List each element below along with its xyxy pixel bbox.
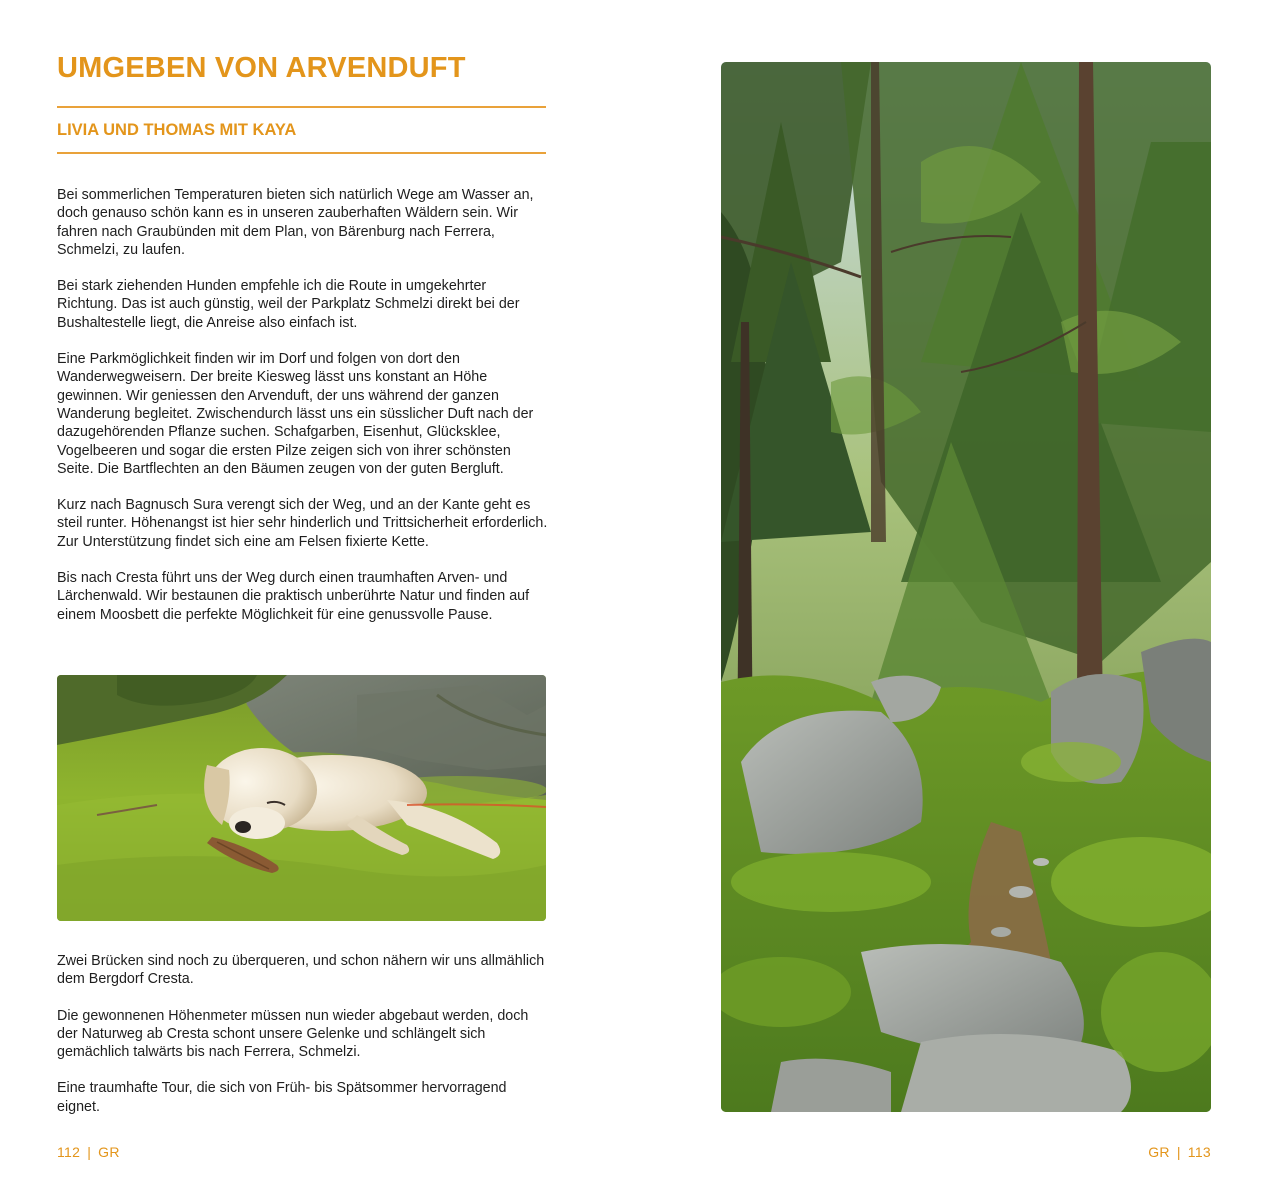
folio-separator: | (87, 1144, 92, 1160)
paragraph: Eine traumhafte Tour, die sich von Früh- bis Spätsommer hervorragend eignet. (57, 1080, 507, 1115)
paragraph: Zwei Brücken sind noch zu überqueren, und schon nähern wir uns allmählich dem Bergdorf Cresta. (57, 953, 545, 988)
paragraph: Bei sommerlichen Temperaturen bieten sich natürlich Wege am Wasser an, doch genauso schön kann es in unseren zauberhaften Wäldern sein. Wir fahren nach Graubünden mit dem Plan, von Bärenburg nach Ferrera, Schmelzi, zu laufen. (57, 187, 534, 258)
section-code: GR (1148, 1144, 1170, 1160)
paragraph: Die gewonnenen Höhenmeter müssen nun wieder abgebaut werden, doch der Naturweg ab Cresta schont unsere Gelenke und schlängelt sich gemächlich talwärts bis nach Ferrera, Schmelzi. (57, 1007, 529, 1061)
paragraph: Eine Parkmöglichkeit finden wir im Dorf und folgen von dort den Wanderwegweisern. Der breite Kiesweg lässt uns konstant an Höhe gewinnen. Wir geniessen den Arvenduft, der uns während der ganzen Wanderung begleitet. Zwischendurch lässt uns ein süsslicher Duft nach der dazugehörenden Pflanze suchen. Schafgarben, Eisenhut, Glücksklee, Vogelbeeren und sogar die ersten Pilze zeigen sich von ihrer schönsten Seite. Die Bartflechten an den Bäumen zeugen von der guten Bergluft. (57, 351, 534, 477)
section-code: GR (98, 1144, 120, 1160)
page-number: 113 (1187, 1144, 1211, 1160)
subtitle-rule (57, 152, 546, 154)
page-folio-left (57, 1144, 120, 1160)
paragraph: Bis nach Cresta führt uns der Weg durch einen traumhaften Arven- und Lärchenwald. Wir bestaunen die praktisch unberührte Natur und finden auf einem Moosbett die perfekte Möglichkeit für eine genussvolle Pause. (57, 570, 530, 623)
forest-trail-photo (721, 62, 1211, 1112)
folio-separator: | (1176, 1144, 1181, 1160)
right-page (634, 0, 1267, 1200)
title-rule (57, 106, 546, 108)
paragraph: Bei stark ziehenden Hunden empfehle ich die Route in umgekehrter Richtung. Das ist auch günstig, weil der Parkplatz Schmelzi direkt bei der Bushaltestelle liegt, die Anreise also einfach ist. (57, 278, 520, 331)
paragraph: Kurz nach Bagnusch Sura verengt sich der Weg, und an der Kante geht es steil runter. Höhenangst ist hier sehr hinderlich und Trittsicherheit erforderlich. Zur Unterstützung findet sich eine am Felsen fixierte Kette. (57, 497, 548, 550)
authors-subtitle: LIVIA UND THOMAS MIT KAYA (57, 121, 297, 139)
page-folio-right (1148, 1144, 1211, 1160)
dog-resting-photo (57, 675, 546, 921)
page-number: 112 (57, 1144, 81, 1160)
page-title: UMGEBEN VON ARVENDUFT (57, 52, 466, 84)
body-text-upper (57, 186, 549, 642)
body-text-lower (57, 952, 549, 1134)
